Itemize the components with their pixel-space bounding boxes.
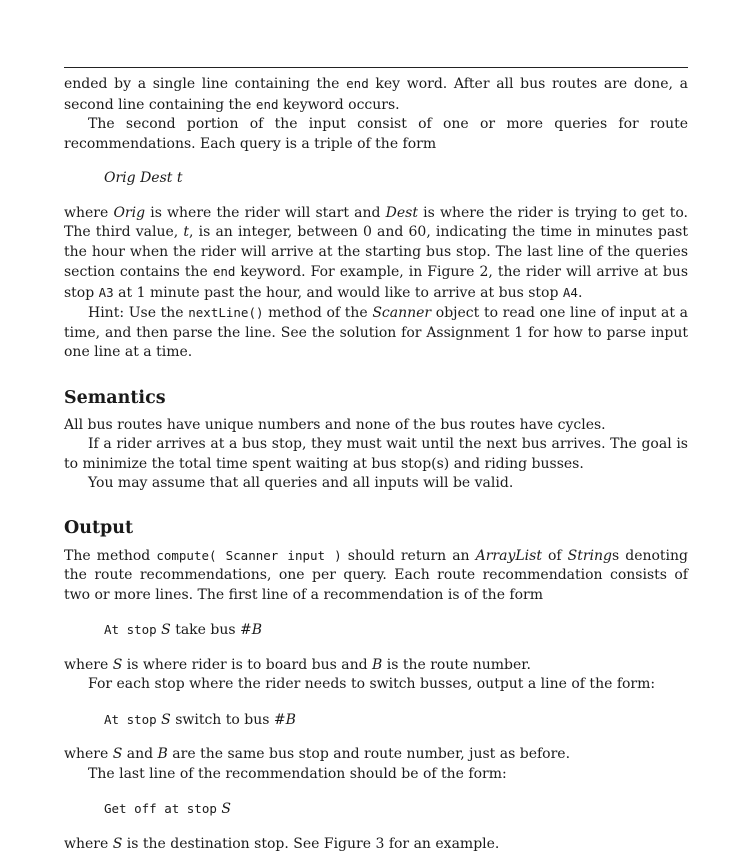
paragraph-semantics-1: All bus routes have unique numbers and none of the bus routes have cycles. — [64, 416, 606, 433]
code-end: end — [212, 264, 236, 279]
paragraph-output-1: The method compute( Scanner input ) should return an ArrayList of Strings denoting the route recommendations, one per query. Each route recommendation consists of two or more lines. The first line of a recommendation is of the form — [64, 547, 689, 603]
paragraph-end-keyword: ended by a single line containing the end key word. After all bus routes are done, a second line containing the end keyword occurs. — [64, 76, 688, 113]
form-switch-bus: At stop S switch to bus #B — [104, 711, 296, 728]
heading-output: Output — [64, 517, 134, 538]
page-content — [64, 74, 688, 854]
paragraph-query-explanation: where Orig is where the rider will start and Dest is where the rider is trying to get to. The third value, t, is an integer, between 0 and 60, indicating the time in minutes past the hour when the rider will arrive at the starting bus stop. The last line of the queries section contains the end keyword. For example, in Figure 2, the rider will arrive at bus stop A3 at 1 minute past the hour, and would like to arrive at bus stop A4. — [64, 204, 689, 301]
code-stop-a4: A4 — [562, 284, 578, 300]
query-form: Orig Dest t — [104, 170, 183, 186]
code-stop-a3: A3 — [98, 284, 114, 300]
paragraph-output-6: where S is the destination stop. See Figure 3 for an example. — [64, 835, 500, 852]
form-get-off: Get off at stop S — [104, 801, 231, 817]
paragraph-semantics-2: If a rider arrives at a bus stop, they must wait until the next bus arrives. The goal is to minimize the total time spent waiting at bus stop(s) and riding busses. — [64, 436, 688, 472]
paragraph-queries-intro: The second portion of the input consist of one or more queries for route recommendations. Each query is a triple of the form — [64, 116, 688, 152]
code-nextline: nextLine() — [188, 305, 264, 320]
code-end: end — [346, 76, 369, 91]
paragraph-output-3: For each stop where the rider needs to switch busses, output a line of the form: — [88, 676, 656, 692]
heading-semantics: Semantics — [64, 387, 166, 408]
paragraph-output-2: where S is where rider is to board bus and B is the route number. — [64, 656, 531, 673]
code-end: end — [255, 96, 279, 112]
code-compute: compute( Scanner input ) — [156, 547, 342, 563]
paragraph-output-5: The last line of the recommendation should be of the form: — [88, 765, 507, 782]
top-rule — [64, 67, 688, 68]
paragraph-hint: Hint: Use the nextLine() method of the Scanner object to read one line of input at a time, and then parse the line. See the solution for Assignment 1 for how to parse input one line at a time. — [64, 305, 688, 360]
paragraph-output-4: where S and B are the same bus stop and route number, just as before. — [64, 746, 571, 762]
form-take-bus: At stop S take bus #B — [104, 622, 263, 638]
paragraph-semantics-3: You may assume that all queries and all inputs will be valid. — [88, 475, 514, 491]
